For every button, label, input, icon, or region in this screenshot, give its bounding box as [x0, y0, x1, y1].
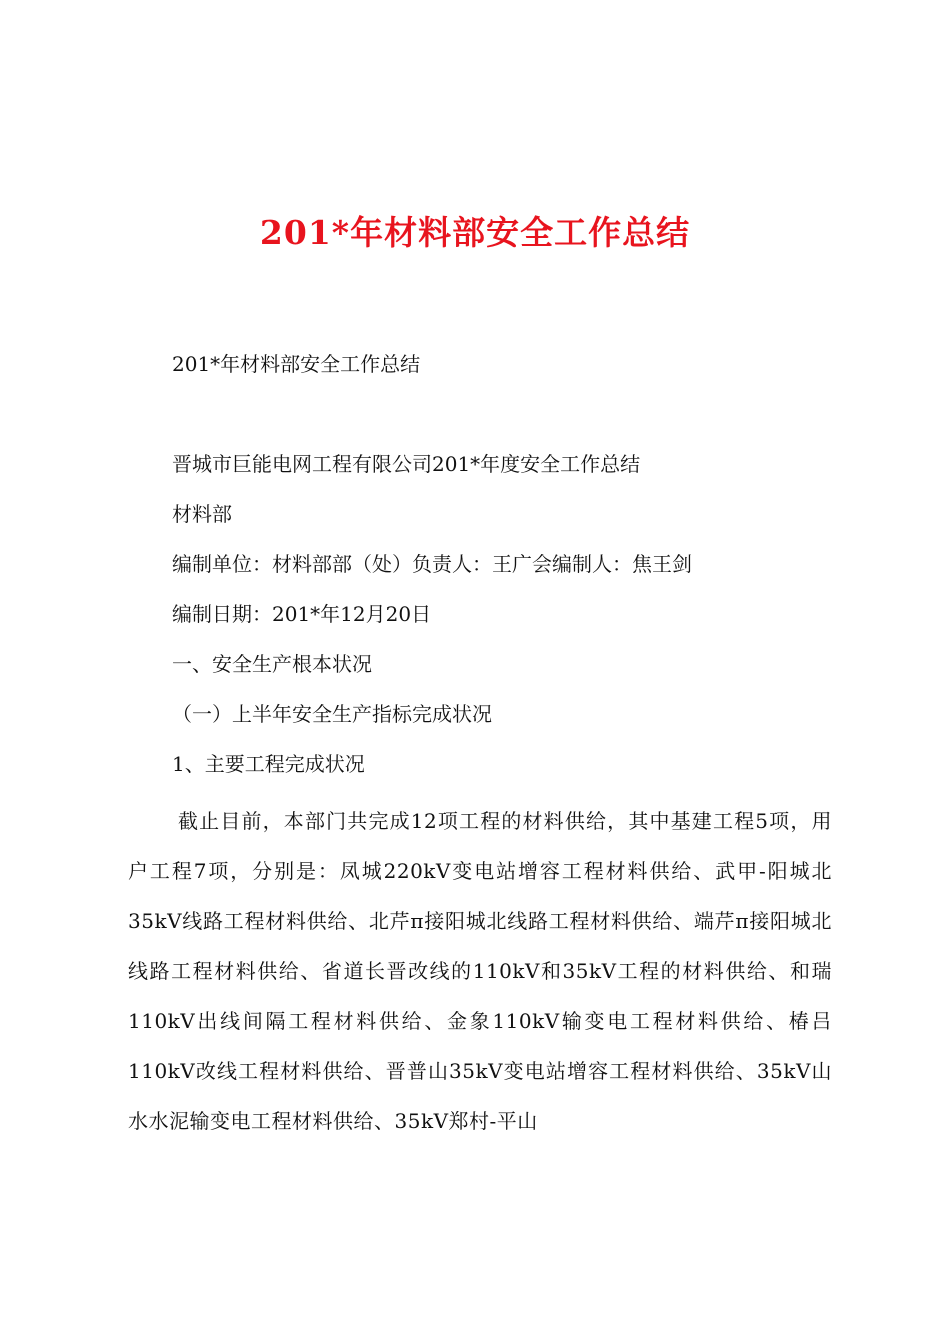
section-heading-1: 一、安全生产根本状况 [172, 652, 372, 676]
document-title: 201*年材料部安全工作总结 [259, 213, 691, 252]
section-heading-1-1-1: 1、主要工程完成状况 [172, 752, 365, 776]
section-heading-1-1: （一）上半年安全生产指标完成状况 [172, 702, 492, 726]
subtitle-line: 201*年材料部安全工作总结 [172, 352, 421, 376]
body-paragraph: 截止目前，本部门共完成12项工程的材料供给，其中基建工程5项，用户工程7项，分别是：凤城220kV变电站增容工程材料供给、武甲-阳城北35kV线路工程材料供给、北芹π接阳城北线路工程材料供给、端芹π接阳城北线路工程材料供给、省道长晋改线的110kV和35kV工程的材料供给、和瑞110kV出线间隔工程材料供给、金象110kV输变电工程材料供给、椿吕110kV改线工程材料供给、晋普山35kV变电站增容工程材料供给、35kV山水水泥输变电工程材料供给、35kV郑村-平山 [128, 809, 832, 1133]
compiler-info-line: 编制单位：材料部部（处）负责人：王广会编制人：焦王剑 [172, 552, 692, 576]
department-line: 材料部 [172, 502, 232, 526]
company-summary-line: 晋城市巨能电网工程有限公司201*年度安全工作总结 [172, 452, 641, 476]
compile-date-line: 编制日期：201*年12月20日 [172, 602, 432, 626]
